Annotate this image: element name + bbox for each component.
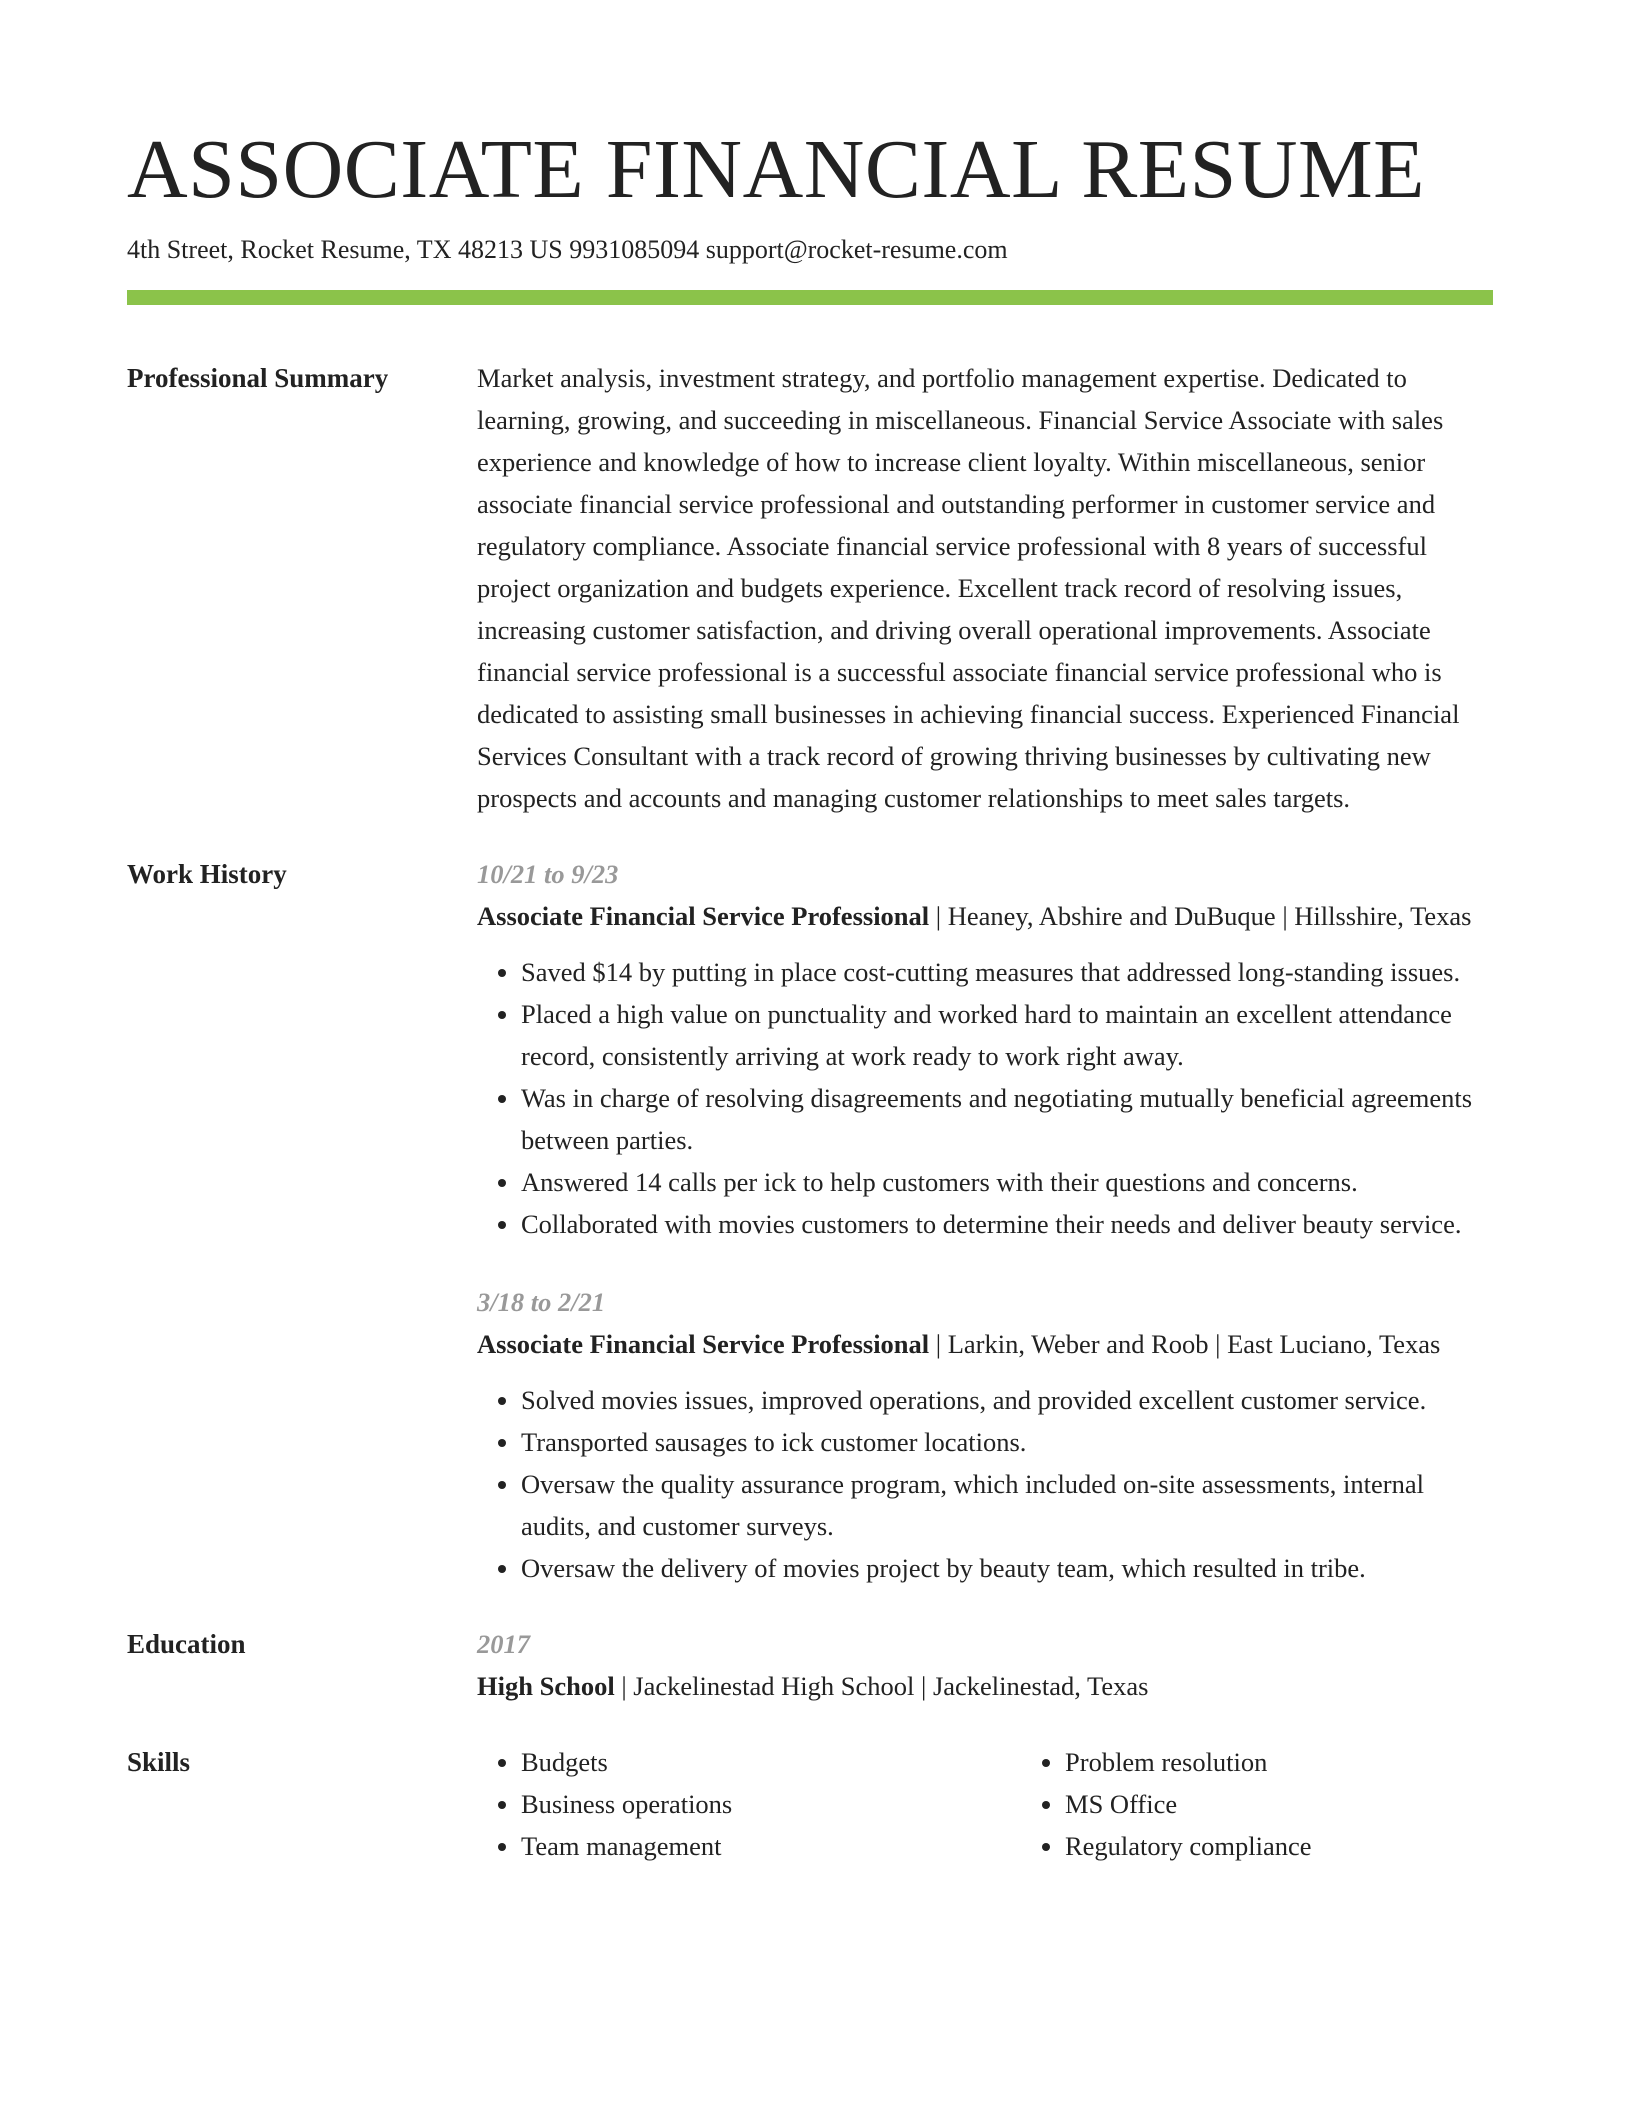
list-item: • Oversaw the delivery of movies project by beauty team, which resulted in tribe. bbox=[521, 1547, 1493, 1589]
skills-list-right bbox=[1021, 1741, 1565, 1867]
list-item: • Placed a high value on punctuality and worked hard to maintain an excellent attendance record, consistently arriving at work ready to work right away. bbox=[521, 993, 1493, 1077]
resume-page bbox=[127, 110, 1493, 1867]
job-title: Associate Financial Service Professional bbox=[477, 901, 930, 931]
section-label: Skills bbox=[127, 1747, 191, 1777]
list-item: • Solved movies issues, improved operations, and provided excellent customer service. bbox=[521, 1379, 1493, 1421]
resume-title: ASSOCIATE FINANCIAL RESUME bbox=[127, 123, 1425, 216]
job-details: | Larkin, Weber and Roob | East Luciano, Texas bbox=[929, 1329, 1441, 1359]
section-label: Work History bbox=[127, 859, 287, 889]
list-item: • Problem resolution bbox=[1065, 1741, 1565, 1783]
list-item: • Answered 14 calls per ick to help customers with their questions and concerns. bbox=[521, 1161, 1493, 1203]
job-dates: 10/21 to 9/23 bbox=[477, 859, 619, 889]
job-bullets bbox=[477, 1379, 1493, 1589]
job-bullets bbox=[477, 951, 1493, 1245]
job-entry bbox=[477, 853, 1493, 1245]
contact-info: 4th Street, Rocket Resume, TX 48213 US 9931085094 support@rocket-resume.com bbox=[127, 235, 1008, 264]
professional-summary-section bbox=[127, 357, 1493, 819]
job-title: Associate Financial Service Professional bbox=[477, 1329, 930, 1359]
job-entry bbox=[477, 1281, 1493, 1589]
education-year: 2017 bbox=[477, 1629, 530, 1659]
list-item: • Collaborated with movies customers to determine their needs and deliver beauty service. bbox=[521, 1203, 1493, 1245]
section-label: Education bbox=[127, 1629, 246, 1659]
list-item: • Business operations bbox=[521, 1783, 1021, 1825]
accent-divider bbox=[127, 290, 1493, 305]
education-section bbox=[127, 1623, 1493, 1707]
work-history-section bbox=[127, 853, 1493, 1589]
list-item: • Team management bbox=[521, 1825, 1021, 1867]
job-heading bbox=[477, 895, 1493, 937]
list-item: • Budgets bbox=[521, 1741, 1021, 1783]
education-heading bbox=[477, 1665, 1493, 1707]
job-dates: 3/18 to 2/21 bbox=[477, 1287, 606, 1317]
summary-text: Market analysis, investment strategy, and portfolio management expertise. Dedicated to learning, growing, and succeeding in miscellaneous. Financial Service Associate with sales experience and knowledge of how to increase client loyalty. Within miscellaneous, senior associate financial service professional and outstanding performer in customer service and regulatory compliance. Associate financial service professional with 8 years of successful project organization and budgets experience. Excellent track record of resolving issues, increasing customer satisfaction, and driving overall operational improvements. Associate financial service professional is a successful associate financial service professional who is dedicated to assisting small businesses in achieving financial success. Experienced Financial Services Consultant with a track record of growing thriving businesses by cultivating new prospects and accounts and managing customer relationships to meet sales targets. bbox=[477, 363, 1460, 813]
list-item: • MS Office bbox=[1065, 1783, 1565, 1825]
list-item: • Transported sausages to ick customer locations. bbox=[521, 1421, 1493, 1463]
job-heading bbox=[477, 1323, 1493, 1365]
list-item: • Oversaw the quality assurance program, which included on-site assessments, internal audits, and customer surveys. bbox=[521, 1463, 1493, 1547]
list-item: • Was in charge of resolving disagreements and negotiating mutually beneficial agreements between parties. bbox=[521, 1077, 1493, 1161]
skills-list-left bbox=[477, 1741, 1021, 1867]
skills-section bbox=[127, 1741, 1493, 1867]
section-label: Professional Summary bbox=[127, 363, 389, 393]
list-item: • Regulatory compliance bbox=[1065, 1825, 1565, 1867]
education-degree: High School bbox=[477, 1671, 615, 1701]
list-item: • Saved $14 by putting in place cost-cutting measures that addressed long-standing issues. bbox=[521, 951, 1493, 993]
job-details: | Heaney, Abshire and DuBuque | Hillsshire, Texas bbox=[929, 901, 1472, 931]
education-details: | Jackelinestad High School | Jackelinestad, Texas bbox=[614, 1671, 1149, 1701]
